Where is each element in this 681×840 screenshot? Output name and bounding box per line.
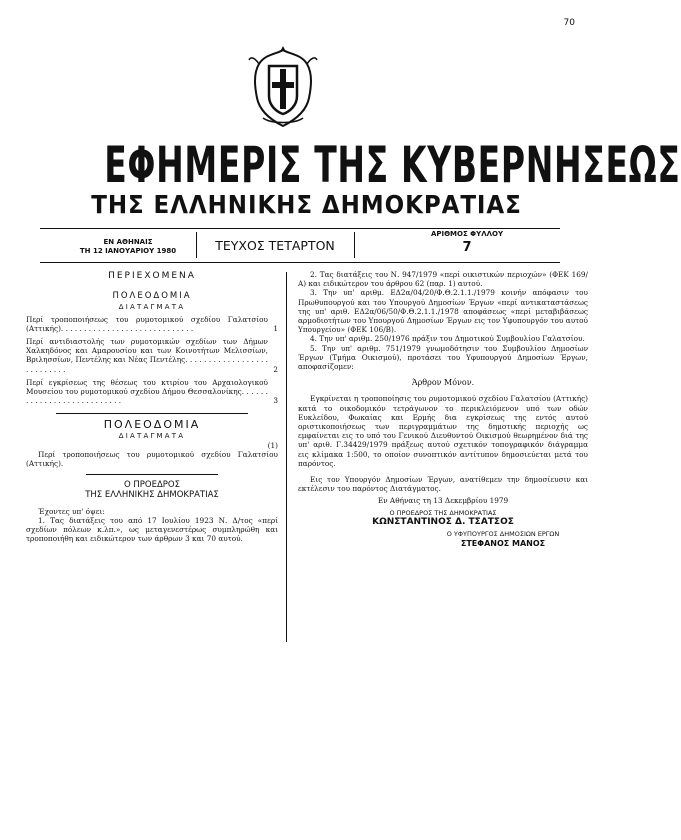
recital-5: 5. Την υπ' αριθμ. 751/1979 γνωμοδότησιν του Συμβουλίου Δημοσίων Έργων (Τμήμα Οικισμού), προτάσει του Υφυπουργού Δημοσίων Έργων, αποφασίζομεν:	[298, 343, 588, 372]
recital-2: 2. Τας διατάξεις του Ν. 947/1979 «περί οικιστικών περιοχών» (ΦΕΚ 169/Α) και ειδικώτερον του άρθρου 62 (παρ. 1) αυτού.	[298, 270, 588, 289]
toc-entry-dots: . . . . . . . . . . . . . . . . . . . . . . . . . . . .	[65, 323, 194, 333]
sheet-number-block	[412, 230, 522, 255]
decrees-heading: ΔΙΑΤΑΓΜΑΤΑ	[118, 303, 186, 312]
header-divider-right	[354, 232, 355, 258]
sheet-number: 7	[462, 240, 472, 255]
toc-entry-2	[26, 337, 278, 374]
page-number: 70	[563, 18, 575, 28]
right-column	[298, 270, 588, 548]
date-line: Εν Αθήναις τη 13 Δεκεμβρίου 1979	[377, 496, 509, 506]
recital-3: 3. Την υπ' αριθμ. ΕΔ2α/04/20/Φ.Θ.2.1.1./1979 κοινήν απόφασιν του Πρωθυπουργού και του Υπουργού Δημοσίων Έργων «περί αντικαταστάσεως της υπ' αριθ. ΕΔ2α/06/50/Φ.Θ.2.1.1./1978 αποφάσεως «περί μεταβιβάσεως αρμοδιοτήτων του Υπουργού Δημοσίων Έργων εις τον Υφυπουργόν του αυτού Υπουργείου» (ΦΕΚ 106/Β).	[298, 288, 588, 335]
contents-heading: ΠΕΡΙΕΧΟΜΕΝΑ	[108, 271, 196, 281]
issue-date: ΤΗ 12 ΙΑΝΟΥΑΡΙΟΥ 1980	[79, 247, 177, 255]
coat-of-arms-emblem	[247, 44, 319, 132]
minister-name: ΣΤΕΦΑΝΟΣ ΜΑΝΟΣ	[460, 539, 546, 549]
left-column	[26, 270, 278, 544]
article-text: Εγκρίνεται η τροποποίησις του ρυμοτομικού σχεδίου Γαλατσίου (Αττικής) κατά το οικοδομικόν τετράγωνον το περικλειόμενον υπό των οδών Ευκλείδου, Φωκαίας και Ερμής δια εγκρίσεως της εντός αυτού οριστικοποιήσεως των περιγραμμάτων της δημοτικής περιοχής ως εμφαίνεται εις το υπό του Γενικού Διευθυντού Οικισμού θεωρημένον διά της υπ' αριθ. Γ.34429/1979 πράξεως αυτού σχετικόν τοπογραφικόν διάγραμμα εις κλίμακα 1:500, το οποίον συνοπτικόν αντίτυπον δημοσιεύεται μετά του παρόντος.	[298, 394, 588, 468]
minister-label: Ο ΥΦΥΠΟΥΡΓΟΣ ΔΗΜΟΣΙΩΝ ΕΡΓΩΝ	[446, 530, 560, 539]
president-name: ΚΩΝΣΤΑΝΤΙΝΟΣ Δ. ΤΣΑΤΣΟΣ	[372, 516, 514, 527]
issue-series: ΤΕΥΧΟΣ ΤΕΤΑΡΤΟΝ	[215, 238, 335, 253]
closing-clause: Εις τον Υπουργόν Δημοσίων Έργων, ανατίθεμεν την δημοσίευσιν και εκτέλεσιν του παρόντος Διατάγματος.	[298, 475, 588, 494]
toc-entry-text: Περί τροποποιήσεως του ρυμοτομικού σχεδίου Γαλατσίου (Αττικής).	[26, 314, 268, 333]
toc-entry-text: Περί εγκρίσεως της θέσεως του κτιρίου του Αρχαιολογικού Μουσείου του ρυμοτομικού σχεδίου Δήμου Θεσσαλονίκης.	[26, 377, 268, 397]
toc-entry-dots: . . . . . . . . . . . . . . . . . . . . . . . . . .	[26, 387, 268, 406]
recital-4: 4. Την υπ' αριθμ. 250/1976 πράξιν του Δημοτικού Συμβουλίου Γαλατσίου.	[310, 334, 585, 344]
toc-entry-3	[26, 378, 278, 406]
president-title: Ο ΠΡΟΕΔΡΟΣ	[124, 480, 180, 491]
article-heading: Άρθρον Μόνον.	[411, 378, 475, 388]
header-rule-top	[40, 228, 560, 229]
masthead-subtitle: ΤΗΣ ΕΛΛΗΝΙΚΗΣ ΔΗΜΟΚΡΑΤΙΑΣ	[91, 190, 522, 219]
toc-entry-text: Περί αντιδιαστολής των ρυμοτομικών σχεδίων των Δήμων Χαλκηδόνος και Αμαρουσίου και των Κοινοτήτων Μελισσίων, Βριλησσίων, Πεντέλης και Νέας Πεντέλης.	[26, 337, 268, 365]
section-divider	[56, 413, 248, 414]
toc-entry-1	[26, 315, 278, 333]
section2-heading: ΠΟΛΕΟΔΟΜΙΑ	[103, 418, 201, 432]
toc-entry-dots: . . . . . . . . . . . . . . . . . . . . . . . . . .	[26, 355, 269, 374]
column-divider	[286, 272, 287, 642]
section-heading: ΠΟΛΕΟΔΟΜΙΑ	[112, 291, 192, 302]
decree-number: (1)	[267, 440, 278, 450]
toc-entry-page: 3	[273, 396, 278, 406]
header-rule-bottom	[40, 262, 560, 263]
decree-subject: Περί τροποποιήσεως του ρυμοτομικού σχεδίου Γαλατσίου (Αττικής).	[26, 450, 278, 469]
issue-place: ΕΝ ΑΘΗΝΑΙΣ	[103, 238, 153, 246]
toc-entry-page: 2	[273, 364, 278, 374]
decrees2-heading: ΔΙΑΤΑΓΜΑΤΑ	[118, 431, 186, 440]
president-title-2: ΤΗΣ ΕΛΛΗΝΙΚΗΣ ΔΗΜΟΚΡΑΤΙΑΣ	[85, 489, 219, 500]
recital-1: 1. Τας διατάξεις του από 17 Ιουλίου 1923 Ν. Δ/τος «περί σχεδίων πόλεων κ.λπ.», ως μεταγενεστέρως συμπληρώθη και τροποποιήθη και ειδικώτερον των άρθρων 3 και 70 αυτού.	[26, 516, 278, 544]
sheet-label: ΑΡΙΘΜΟΣ ΦΥΛΛΟΥ	[430, 230, 504, 238]
having-regard: Έχοντες υπ' όψει:	[38, 506, 105, 516]
masthead-title: ΕΦΗΜΕΡΙΣ ΤΗΣ ΚΥΒΕΡΝΗΣΕΩΣ	[104, 136, 681, 194]
issue-place-date	[58, 238, 198, 256]
president-label: Ο ΠΡΟΕΔΡΟΣ ΤΗΣ ΔΗΜΟΚΡΑΤΙΑΣ	[389, 508, 497, 517]
subject-divider	[86, 474, 218, 475]
toc-entry-page: 1	[273, 323, 278, 333]
